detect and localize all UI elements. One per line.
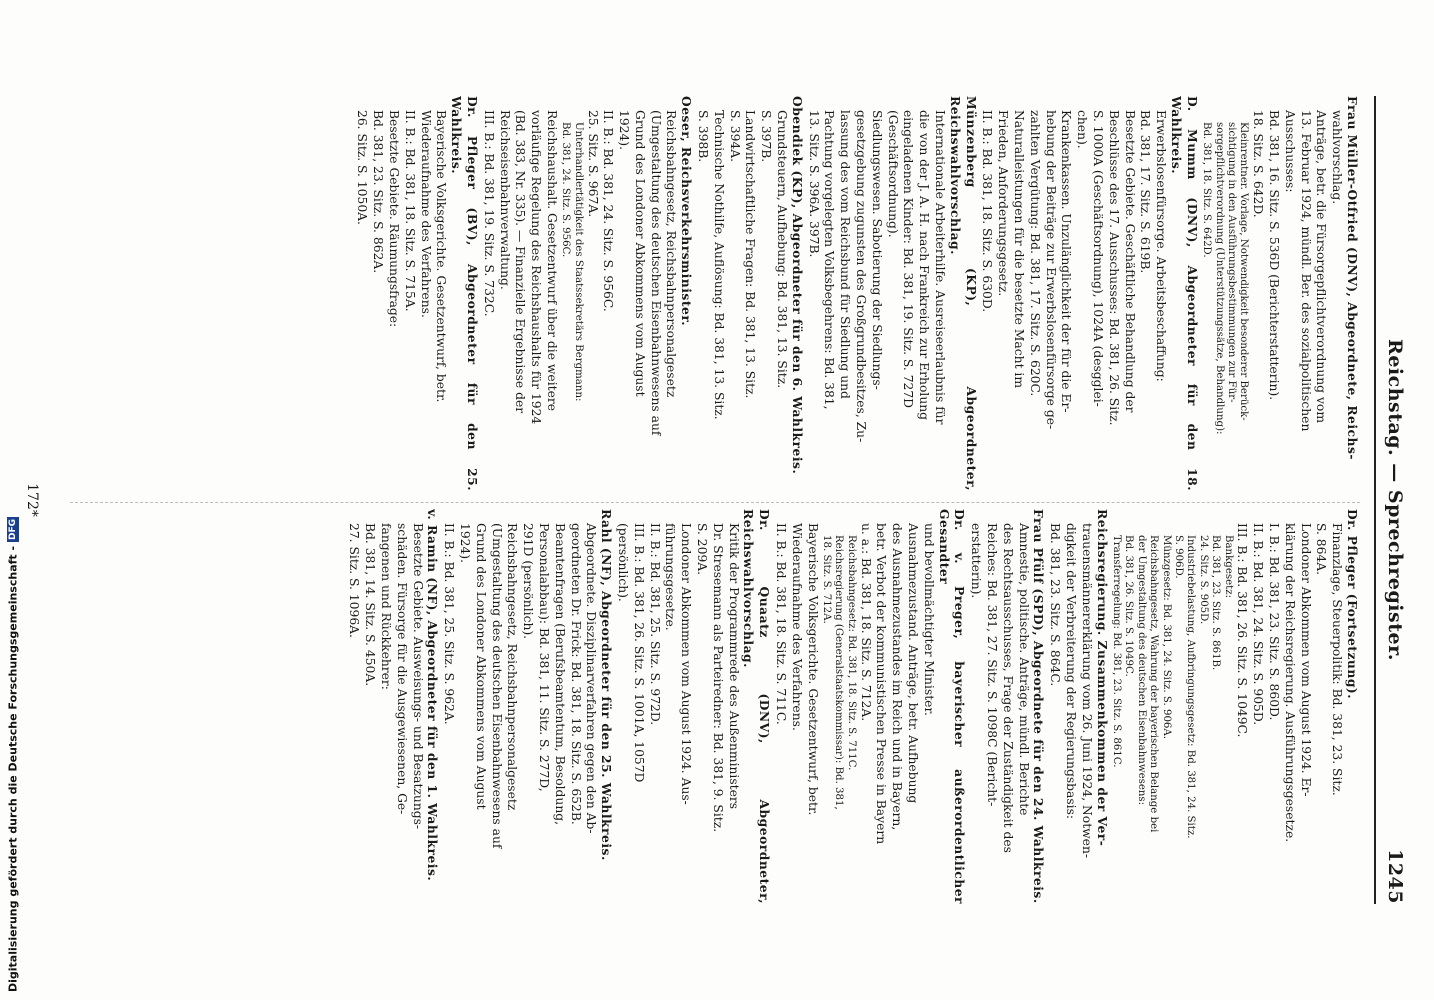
entry-line: Ausschusses: bbox=[1282, 110, 1297, 193]
entry-line: chen). bbox=[1075, 110, 1090, 149]
left-column bbox=[70, 96, 1360, 491]
entry-line: der Umgestaltung des deutschen Eisenbahnwesens: bbox=[1135, 535, 1147, 806]
entry-line: Industriebelastung, Aufbringungsgesetz: Bd. 381, 24. Sitz. bbox=[1185, 535, 1197, 839]
page-number: 1245 bbox=[1384, 849, 1406, 904]
digitization-credit bbox=[2, 0, 24, 1000]
entry-line: 24. Sitz. S. 905D. bbox=[1197, 535, 1209, 625]
entry-line: Bankgesetz: bbox=[1222, 535, 1234, 598]
register-entry bbox=[614, 509, 772, 904]
register-entry bbox=[979, 96, 1200, 491]
register-entry bbox=[480, 96, 694, 491]
entry-line: I. B.: Bd. 381, 23. Sitz. S. 860D. bbox=[1267, 523, 1282, 721]
entry-heading: Dr. v. Preger, bayerischer außerordentlicher Gesandter bbox=[936, 509, 968, 904]
entry-heading: Reichsregierung. Zusammenkommen der Ver- bbox=[1094, 509, 1110, 847]
entry-line: des Ausnahmezustandes im Reich und in Bayern, bbox=[890, 523, 905, 831]
entry-heading: Münzenberg (KP), Abgeordneter, Reichswahlvorschlag. bbox=[947, 96, 979, 491]
credit-text: Digitalisierung gefördert durch die Deutsche Forschungsgemeinschaft - bbox=[6, 545, 20, 992]
entry-line: Beschlüsse des 17. Ausschusses: Bd. 381, 26. Sitz. bbox=[1106, 110, 1121, 426]
sheet-mark: 172* bbox=[24, 483, 40, 517]
entry-line: Münzgesetz: Bd. 381, 24. Sitz. S. 906A. bbox=[1160, 535, 1172, 740]
entry-line: sorgepflichtverordnung (Unterstützungssätze, Behandlung): bbox=[1213, 122, 1225, 435]
entry-line: III. B.: Bd. 381, 26. Sitz. S. 1001A, 1057D bbox=[631, 523, 646, 783]
entry-line: Bd. 381, 24. Sitz. S. 956C. bbox=[560, 122, 572, 258]
entry-line: Bd. 381, 16. Sitz. S. 536D (Berichterstatterin). bbox=[1267, 110, 1282, 401]
entry-line: und bevollmächtigter Minister. bbox=[921, 523, 936, 716]
entry-line: S. 1000A (Geschäftsordnung), 1024A (desgglei- bbox=[1091, 110, 1106, 407]
entry-line: betr. Verbot der kommunistischen Presse in Bayern bbox=[874, 523, 889, 845]
entry-line: die von der J. A. H. nach Frankreich zur Erholung bbox=[917, 110, 932, 421]
entry-line: 291D (persönlich). bbox=[521, 523, 536, 640]
entry-line: Reichsbahngesetz, Reichsbahnpersonalgesetz bbox=[664, 110, 679, 398]
entry-line: Besetzte Gebiete. Räumungsfrage: bbox=[386, 110, 401, 328]
entry-line: (persönlich). bbox=[616, 523, 631, 602]
entry-line: Kleinrentner. Vorlage, Notwendigkeit besonderer Berück- bbox=[1238, 122, 1250, 421]
entry-heading: Frau Pfülf (SPD), Abgeordnete für den 24. Wahlkreis. bbox=[1031, 509, 1047, 904]
entry-line: (Umgestaltung des deutschen Eisenbahnwesens auf bbox=[648, 110, 663, 436]
entry-line: 1924). bbox=[458, 523, 473, 564]
entry-line: Anträge, betr. die Fürsorgepflichtverordnung vom bbox=[1314, 110, 1329, 423]
entry-heading: Oeser, Reichsverkehrsminister. bbox=[679, 96, 695, 326]
entry-line: S. 906D. bbox=[1173, 535, 1184, 579]
entry-line: Besetzte Gebiete. Ausweisungs- und Besatzungs- bbox=[410, 523, 425, 830]
entry-line: eingeladenen Kinder: Bd. 381, 19. Sitz. S. 727D bbox=[901, 110, 916, 409]
entry-line: Bd. 381, 23. Sitz. S. 861B. bbox=[1210, 535, 1222, 671]
entry-line: führungsgesetze. bbox=[663, 523, 678, 631]
entry-line: Bd. 381, 23. Sitz. S. 864C. bbox=[1048, 523, 1063, 687]
register-entry bbox=[346, 509, 441, 904]
entry-line: Unterhandlertätigkeit des Staatssekretärs Bergmann: bbox=[572, 122, 584, 402]
entry-line: II. B.: Bd. 381, 24. Sitz. S. 905D. bbox=[1251, 523, 1266, 726]
entry-heading: Frau Müller-Otfried (DNV), Abgeordnete, Reichs- bbox=[1345, 96, 1360, 460]
running-title: Reichstag. — Sprechregister. bbox=[1384, 339, 1406, 661]
entry-line: II. B.: Bd. 381, 25. Sitz. S. 972D. bbox=[647, 523, 662, 726]
entry-line: Grund des Londoner Abkommens vom August bbox=[632, 110, 647, 397]
entry-line: Naturalleistungen für die besetzte Macht im bbox=[1012, 110, 1027, 389]
entry-line: 27. Sitz. S. 1096A. bbox=[347, 523, 362, 638]
entry-line: vorläufige Regelung des Reichshaushalts für 1924 bbox=[529, 110, 544, 425]
entry-line: Bd. 381, 18. Sitz. S. 642D. bbox=[1201, 122, 1213, 258]
entry-line: 18. Sitz. S. 712A. bbox=[821, 535, 832, 624]
entry-line: Reichsbahngesetz, Wahrung der bayerischen Belange bei bbox=[1148, 535, 1160, 833]
register-entry bbox=[1200, 96, 1360, 491]
entry-line: Reichshaushalt. Gesetzentwurf über die weitere bbox=[544, 110, 559, 411]
entry-line: Krankenkassen. Unzulänglichkeit der für die Er- bbox=[1059, 110, 1074, 413]
entry-line: Bayerische Volksgerichte. Gesetzentwurf, betr. bbox=[805, 523, 820, 816]
entry-line: S. 209A. bbox=[695, 523, 710, 576]
register-entry bbox=[440, 509, 614, 904]
register-entry bbox=[1046, 509, 1109, 904]
entry-line: Frieden, Anforderungsgesetz. bbox=[996, 110, 1011, 297]
entry-line: Londoner Abkommen vom August 1924. Er- bbox=[1298, 523, 1313, 797]
column-divider bbox=[70, 502, 1360, 503]
entry-line: (Geschäftsordnung). bbox=[885, 110, 900, 238]
entry-line: II. B.: Bd. 381, 18. Sitz. S. 630D. bbox=[980, 110, 995, 313]
entry-line: Wiederaufnahme des Verfahrens. bbox=[418, 110, 433, 318]
entry-heading: D. Mumm (DNV), Abgeordneter für den 18. Wahlkreis. bbox=[1169, 96, 1200, 491]
entry-heading: v. Ramin (NF), Abgeordneter für den 1. Wahlkreis. bbox=[425, 509, 441, 882]
register-entry bbox=[772, 509, 967, 904]
entry-line: u. a.: Bd. 381, 18. Sitz. S. 712A. bbox=[858, 523, 873, 722]
entry-line: Reiches: Bd. 381, 27. Sitz. S. 1098C (Bericht- bbox=[984, 523, 999, 807]
entry-line: lassung des vom Reichsbund für Siedlung und bbox=[838, 110, 853, 399]
header-rule bbox=[1374, 96, 1376, 904]
entry-line: 13. Sitz. S. 396A. 397B. bbox=[806, 110, 821, 258]
entry-line: II. B.: Bd. 381, 18. Sitz. S. 711C. bbox=[774, 523, 788, 725]
entry-line: wahlvorschlag. bbox=[1330, 110, 1345, 205]
entry-line: Abgeordnete. Disziplinarverfahren gegen den Ab- bbox=[584, 523, 599, 834]
entry-line: Dr. Stresemann als Parteiredner: Bd. 381, 9. Sitz. bbox=[710, 523, 725, 833]
entry-line: (Umgestaltung des deutschen Eisenbahnwesens auf bbox=[489, 523, 504, 849]
entry-line: Bd. 381, 26. Sitz. S. 1049C. bbox=[1123, 535, 1135, 677]
entry-line: Technische Nothilfe, Auflösung: Bd. 381, 13. Sitz. bbox=[711, 110, 726, 420]
entry-line: Bd. 381, 17. Sitz. S. 619B. bbox=[1138, 110, 1153, 274]
entry-line: Grundsteuern, Aufhebung: Bd. 381, 13. Sitz. bbox=[775, 110, 790, 389]
entry-line: Personalabbau): Bd. 381, 11. Sitz. S. 277D, bbox=[537, 523, 552, 792]
entry-line: Ausnahmezustand. Anträge, betr. Aufhebung bbox=[906, 523, 920, 804]
entry-line: Bd. 381, 14. Sitz. S. 450A. bbox=[363, 523, 378, 687]
entry-line: digkeit der Verbreiterung der Regierungsbasis: bbox=[1063, 523, 1078, 820]
entry-line: III. B.: Bd. 381, 19. Sitz. S. 732C. bbox=[481, 110, 496, 317]
entry-line: Siedlungswesen. Sabotierung der Siedlungs- bbox=[869, 110, 884, 390]
dfg-logo: DFG bbox=[8, 518, 18, 540]
entry-line: schäden. Fürsorge für die Ausgewiesenen, Ge- bbox=[394, 523, 409, 815]
entry-heading: Obendiek (KP), Abgeordneter für den 6. Wahlkreis. bbox=[789, 96, 805, 475]
entry-line: des Rechtsausschusses, Frage der Zuständigkeit des bbox=[1000, 523, 1015, 853]
register-entry bbox=[1110, 509, 1360, 904]
entry-line: zahlten Vergütung: Bd. 381, 17. Sitz. S. 620C. bbox=[1027, 110, 1042, 397]
entry-line: Reichseisenbahnverwaltung. bbox=[497, 110, 512, 290]
entry-line: 1924). bbox=[617, 110, 632, 151]
entry-line: sichtigung in den Ausführungsbestimmungen zur Für- bbox=[1226, 122, 1238, 403]
entry-line: Amnestie, politische. Anträge, mündl. Berichte bbox=[1016, 523, 1031, 816]
entry-heading: Dr. Pfleger (BV), Abgeordneter für den 25. Wahlkreis. bbox=[449, 96, 480, 491]
entry-heading: Rahl (NF), Abgeordneter für den 25. Wahlkreis. bbox=[599, 509, 615, 861]
register-entry bbox=[967, 509, 1046, 904]
entry-line: S. 397B. bbox=[759, 110, 774, 163]
entry-line: II. B.: Bd. 381, 25. Sitz. S. 962A. bbox=[442, 523, 457, 725]
entry-line: Kritik der Programmrede des Außenministers bbox=[726, 523, 741, 810]
entry-line: III. B.: Bd. 381, 26. Sitz. S. 1049C. bbox=[1235, 523, 1250, 738]
entry-line: 18. Sitz. S. 642D. bbox=[1251, 110, 1266, 218]
entry-line: Internationale Arbeiterhilfe. Ausreiseerlaubnis für bbox=[933, 110, 948, 425]
entry-line: Beamtenfragen (Berufsbeamtentum, Besoldung, bbox=[552, 523, 567, 826]
entry-line: Erwerbslosenfürsorge. Arbeitsbeschaffung: bbox=[1154, 110, 1169, 382]
entry-line: Reichsbahngesetz: Bd. 381, 18. Sitz. S. 711C. bbox=[845, 535, 857, 771]
entry-line: geordneten Dr. Frick: Bd. 381, 18. Sitz. S. 652B. bbox=[568, 523, 583, 825]
entry-line: Finanzlage, Steuerpolitik: Bd. 381, 23. Sitz. bbox=[1330, 523, 1345, 796]
entry-heading: Dr. Pfleger (Fortsetzung). bbox=[1345, 509, 1360, 700]
register-entry bbox=[805, 96, 979, 491]
entry-line: Grund des Londoner Abkommens vom August bbox=[473, 523, 488, 810]
entry-line: S. 864A. bbox=[1314, 523, 1329, 576]
entry-line: Besetzte Gebiete. Geschäftliche Behandlung der bbox=[1122, 110, 1137, 413]
entry-line: Bayerische Volksgerichte. Gesetzentwurf, betr. bbox=[434, 110, 449, 403]
right-column bbox=[70, 509, 1360, 904]
entry-line: trauensmännererklärung vom 26. Juni 1924, Notwen- bbox=[1079, 523, 1094, 859]
entry-line: II. B.: Bd. 381, 18. Sitz. S. 715A. bbox=[402, 110, 417, 312]
entry-line: II. B.: Bd. 381, 24. Sitz. S. 956C. bbox=[601, 110, 616, 312]
entry-line: Transferregelung: Bd. 381, 23. Sitz. S. 861C. bbox=[1110, 535, 1122, 768]
entry-heading: Dr. Quaatz (DNV), Abgeordneter, Reichswahlvorschlag. bbox=[741, 509, 773, 904]
entry-line: S. 394A. bbox=[727, 110, 742, 163]
entry-line: 26. Sitz. S. 1050A. bbox=[355, 110, 370, 225]
entry-line: erstatterin). bbox=[969, 523, 984, 599]
entry-line: Londoner Abkommen vom August 1924. Aus- bbox=[679, 523, 694, 805]
register-entry bbox=[354, 96, 480, 491]
page-header bbox=[1374, 96, 1414, 904]
entry-line: Landwirtschaftliche Fragen: Bd. 381, 13. Sitz. bbox=[743, 110, 758, 399]
entry-line: Reichsregierung (Generalstaatskommissar): Bd. 381, bbox=[833, 535, 845, 810]
entry-line: S. 398B. bbox=[696, 110, 711, 163]
entry-line: 25. Sitz. S. 967A. bbox=[585, 110, 600, 218]
entry-line: hebung der Beiträge zur Erwerbslosenfürsorge ge- bbox=[1043, 110, 1058, 430]
entry-line: fangenen und Rückkehrer: bbox=[379, 523, 394, 690]
entry-line: (Bd. 383, Nr. 335). — Finanzielle Ergebnisse der bbox=[513, 110, 528, 414]
entry-line: 13. Februar 1924, mündl. Ber. des sozialpolitischen bbox=[1298, 110, 1313, 432]
entry-line: Pachtung vorgelegten Volksbegehrens: Bd. 381, bbox=[822, 110, 837, 410]
entry-line: Reichsbahngesetz, Reichsbahnpersonalgesetz bbox=[505, 523, 520, 811]
entry-line: Wiederaufnahme des Verfahrens. bbox=[789, 523, 804, 731]
entry-line: klärung der Reichsregierung. Ausführungsgesetze. bbox=[1282, 523, 1297, 843]
entry-line: Bd. 381, 23. Sitz. S. 862A. bbox=[371, 110, 386, 274]
register-entry bbox=[694, 96, 805, 491]
entry-line: gesetzgebung zugunsten des Großgrundbesitzes, Zu- bbox=[854, 110, 869, 443]
